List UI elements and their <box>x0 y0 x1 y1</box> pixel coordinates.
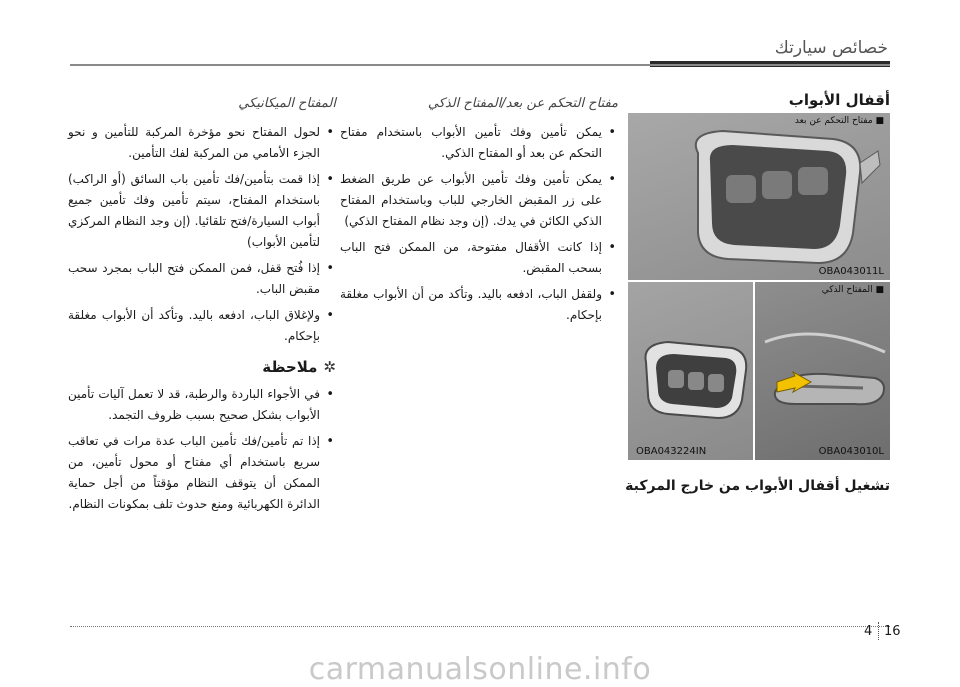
key-fob-illustration <box>628 282 753 460</box>
subheading-mechanical: المفتاح الميكانيكي <box>238 96 336 111</box>
photo-code-top: OBA043011L <box>818 266 884 277</box>
page-header-title: خصائص سيارتك <box>774 38 888 58</box>
smart-key-illustration <box>628 113 890 280</box>
subheading-remote: مفتاح التحكم عن بعد/المفتاح الذكي <box>427 96 618 111</box>
list-item: • إذا كانت الأقفال مفتوحة، من الممكن فتح الباب بسحب المقبض. <box>340 237 618 279</box>
footer-rule <box>70 626 890 627</box>
door-handle-illustration <box>755 282 890 460</box>
photo-code-bottom-left: OBA043224IN <box>636 446 707 457</box>
figure-caption: تشغيل أقفال الأبواب من خارج المركبة <box>625 478 890 494</box>
chapter-number: 4 <box>864 624 873 639</box>
photo-door-handle <box>755 282 890 460</box>
list-item: • إذا تم تأمين/فك تأمين الباب عدة مرات في تعاقب سريع باستخدام أي مفتاح أو محول تأمين، من الممكن أن يتوقف النظام مؤقتاً من أجل حماية الدائرة الكهربائية ومنع حدوث تلف بمكونات النظام. <box>68 431 336 515</box>
page-separator <box>878 622 879 640</box>
photo-code-bottom-right: OBA043010L <box>818 446 884 457</box>
page-number: 16 <box>884 624 901 639</box>
note-heading-text: ملاحظة <box>262 358 318 376</box>
list-item: • إذا قمت بتأمين/فك تأمين باب السائق (أو الراكب) باستخدام المفتاح، سيتم تأمين وفك تأمين جميع أبواب السيارة/فتح تلقائيا. (إن وجد النظام المركزي لتأمين الأبواب) <box>68 169 336 253</box>
header-rule <box>70 64 890 66</box>
section-heading: أقفال الأبواب <box>788 91 890 109</box>
list-item: • لحول المفتاح نحو مؤخرة المركبة للتأمين و نحو الجزء الأمامي من المركبة لفك التأمين. <box>68 122 336 164</box>
photo-label-smart-key: ■ المفتاح الذكي <box>821 285 884 295</box>
list-item: • يمكن تأمين وفك تأمين الأبواب باستخدام مفتاح التحكم عن بعد أو المفتاح الذكي. <box>340 122 618 164</box>
watermark-text: carmanualsonline.info <box>308 652 652 687</box>
remote-bullets <box>340 122 618 326</box>
mechanical-bullets <box>68 122 336 347</box>
photo-key-fob <box>628 282 753 460</box>
list-item: • إذا فُتح قفل، فمن الممكن فتح الباب بمجرد سحب مقبض الباب. <box>68 258 336 300</box>
list-item: • ولإغلاق الباب، ادفعه باليد. وتأكد أن الأبواب مغلقة بإحكام. <box>68 305 336 347</box>
photo-label-remote: ■ مفتاح التحكم عن بعد <box>794 116 884 126</box>
note-heading <box>68 357 336 378</box>
column-remote-key <box>340 93 618 331</box>
list-item: • في الأجواء الباردة والرطبة، قد لا تعمل آليات تأمين الأبواب بشكل صحيح بسبب ظروف التجمد. <box>68 384 336 426</box>
list-item: • ولقفل الباب، ادفعه باليد. وتأكد من أن الأبواب مغلقة بإحكام. <box>340 284 618 326</box>
photo-smart-key-remote <box>628 113 890 280</box>
note-bullets <box>68 384 336 515</box>
list-item: • يمكن تأمين وفك تأمين الأبواب عن طريق الضغط على زر المقبض الخارجي للباب وباستخدام المفتاح الذكي الكائن في يدك. (إن وجد نظام المفتاح الذكي) <box>340 169 618 232</box>
column-mechanical-key <box>68 93 336 520</box>
note-asterisk-icon: ✲ <box>323 358 336 376</box>
section-heading-block <box>628 90 890 115</box>
